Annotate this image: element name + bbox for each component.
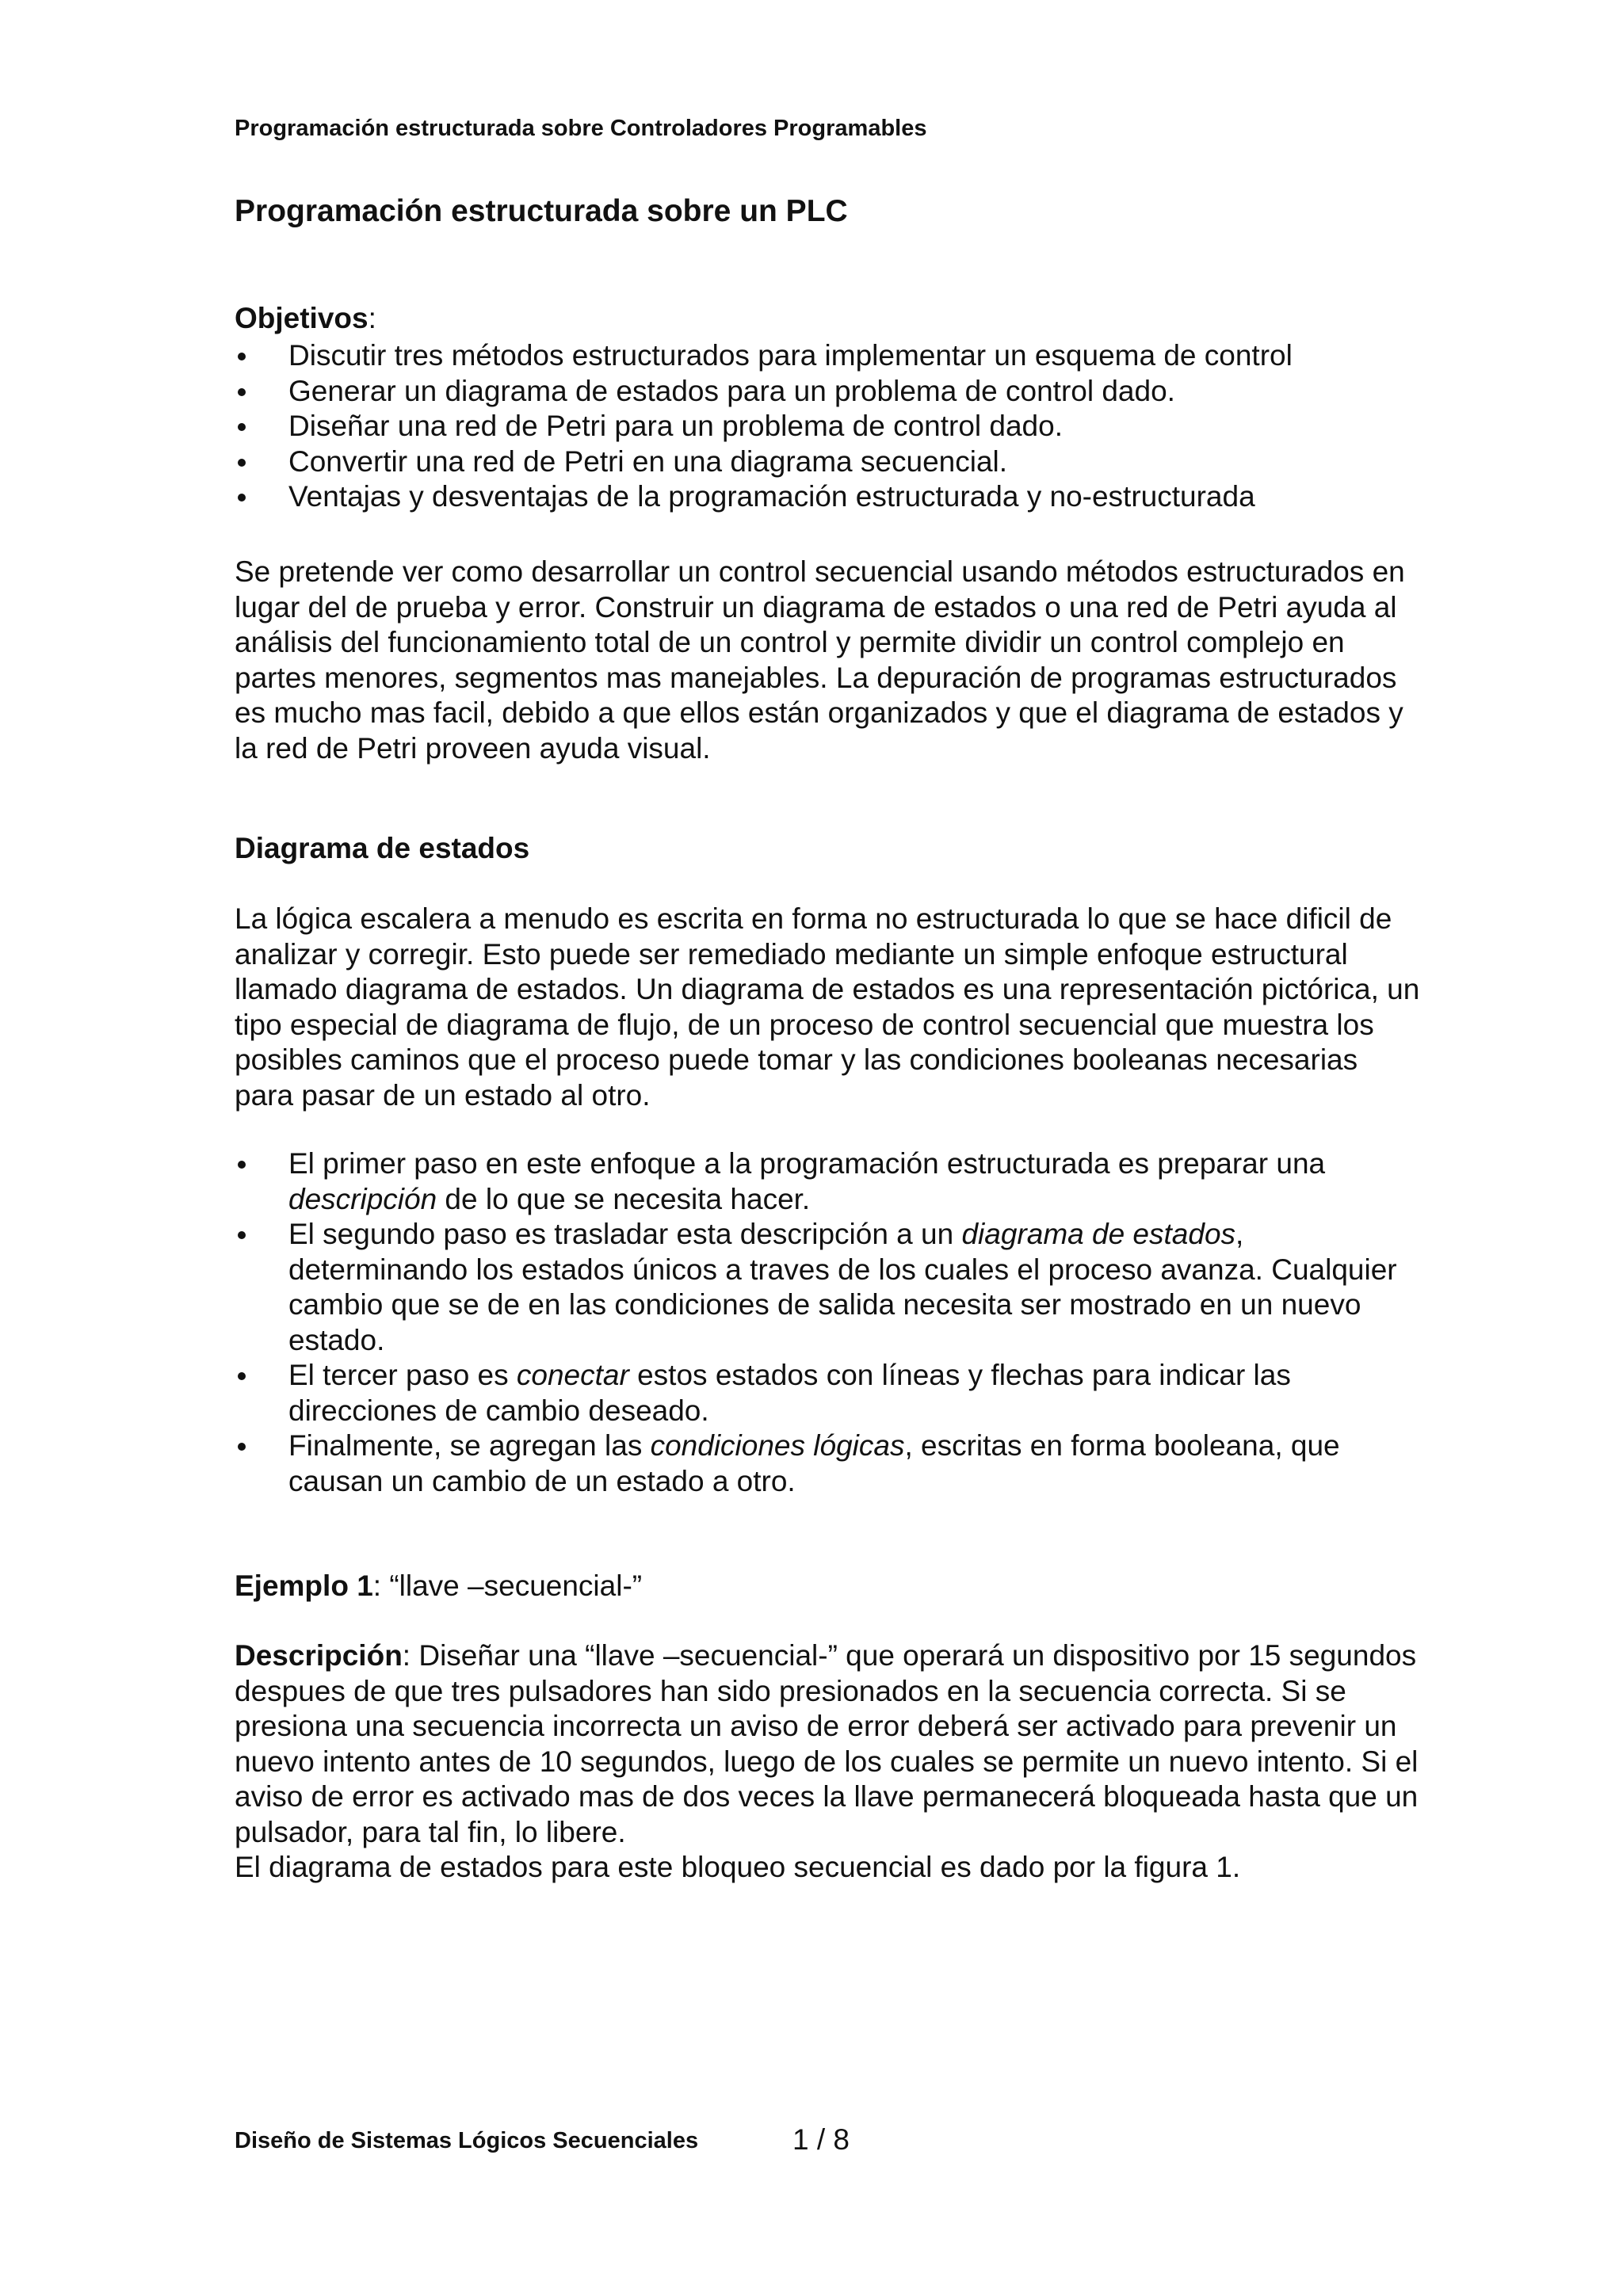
step-text-after: , escritas en forma booleana, que causan un cambio de un estado a otro. bbox=[288, 1429, 1340, 1497]
bullet-icon bbox=[238, 494, 246, 502]
steps-list bbox=[235, 1146, 1423, 1499]
example-label: Ejemplo 1 bbox=[235, 1569, 373, 1602]
bullet-icon bbox=[238, 423, 246, 431]
example-heading bbox=[235, 1569, 642, 1604]
intro-paragraph: Se pretende ver como desarrollar un control secuencial usando métodos estructurados en lugar del de prueba y error. Construir un diagrama de estados o una red de Petri ayuda al análisis del funcionamiento total de un control y permite dividir un control complejo en partes menores, segmentos mas manejables. La depuración de programas estructurados es mucho mas facil, debido a que ellos están organizados y que el diagrama de estados y la red de Petri proveen ayuda visual. bbox=[235, 555, 1405, 765]
list-item bbox=[235, 1428, 1423, 1499]
page-number: 1 / 8 bbox=[792, 2123, 850, 2156]
example-title: : “llave –secuencial-” bbox=[372, 1569, 643, 1602]
description-body: : Diseñar una “llave –secuencial-” que operará un dispositivo por 15 segundos despues de que tres pulsadores han sido presionados en la secuencia correcta. Si se presiona una secuencia incorrecta un aviso de error deberá ser activado para prevenir un nuevo intento antes de 10 segundos, luego de los cuales se permite un nuevo intento. Si el aviso de error es activado mas de dos veces la llave permanecerá bloqueada hasta que un pulsador, para tal fin, lo libere. bbox=[235, 1639, 1419, 1848]
page-title: Programación estructurada sobre un PLC bbox=[235, 194, 848, 228]
footer-course: Diseño de Sistemas Lógicos Secuenciales bbox=[235, 2128, 699, 2153]
state-diagram-heading: Diagrama de estados bbox=[235, 832, 530, 864]
objective-text: Discutir tres métodos estructurados para implementar un esquema de control bbox=[288, 339, 1293, 372]
objective-text: Convertir una red de Petri en una diagrama secuencial. bbox=[288, 444, 1008, 478]
step-emphasis: condiciones lógicas bbox=[650, 1429, 905, 1462]
running-header: Programación estructurada sobre Controladores Programables bbox=[235, 116, 927, 141]
step-emphasis: conectar bbox=[516, 1359, 629, 1391]
list-item bbox=[235, 409, 1423, 444]
objective-text: Ventajas y desventajas de la programación estructurada y no-estructurada bbox=[288, 480, 1255, 513]
objective-text: Generar un diagrama de estados para un problema de control dado. bbox=[288, 374, 1175, 407]
bullet-icon bbox=[238, 1231, 246, 1239]
objectives-heading bbox=[235, 301, 376, 337]
list-item bbox=[235, 338, 1423, 374]
list-item bbox=[235, 479, 1423, 515]
step-text-before: El primer paso en este enfoque a la programación estructurada es preparar una bbox=[288, 1147, 1326, 1180]
objectives-colon: : bbox=[368, 302, 376, 334]
list-item bbox=[235, 374, 1423, 410]
list-item bbox=[235, 1217, 1423, 1358]
figure-reference: El diagrama de estados para este bloqueo secuencial es dado por la figura 1. bbox=[235, 1851, 1241, 1883]
example-description bbox=[235, 1638, 1423, 1886]
state-diagram-paragraph: La lógica escalera a menudo es escrita en forma no estructurada lo que se hace dificil de analizar y corregir. Esto puede ser remediado mediante un simple enfoque estructural llamado diagrama de estados. Un diagrama de estados es una representación pictórica, un tipo especial de diagrama de flujo, de un proceso de control secuencial que muestra los posibles caminos que el proceso puede tomar y las condiciones booleanas necesarias para pasar de un estado al otro. bbox=[235, 902, 1420, 1112]
bullet-icon bbox=[238, 459, 246, 467]
objectives-label: Objetivos bbox=[235, 302, 369, 334]
description-label: Descripción bbox=[235, 1639, 403, 1672]
list-item bbox=[235, 1146, 1423, 1217]
step-text-after: de lo que se necesita hacer. bbox=[437, 1182, 811, 1215]
list-item bbox=[235, 1358, 1423, 1428]
step-emphasis: diagrama de estados bbox=[961, 1218, 1236, 1250]
step-text-before: El segundo paso es trasladar esta descripción a un bbox=[288, 1218, 962, 1250]
bullet-icon bbox=[238, 353, 246, 360]
step-text-after: estos estados con líneas y flechas para indicar las direcciones de cambio deseado. bbox=[288, 1359, 1291, 1427]
step-emphasis: descripción bbox=[288, 1182, 437, 1215]
description-text bbox=[235, 1638, 1423, 1850]
objectives-list bbox=[235, 338, 1423, 515]
bullet-icon bbox=[238, 1161, 246, 1169]
list-item bbox=[235, 444, 1423, 480]
step-text-before: Finalmente, se agregan las bbox=[288, 1429, 651, 1462]
bullet-icon bbox=[238, 1443, 246, 1451]
step-text-after: , determinando los estados únicos a traves de los cuales el proceso avanza. Cualquier cambio que se de en las condiciones de salida necesita ser mostrado en un nuevo estado. bbox=[288, 1218, 1397, 1356]
step-text-before: El tercer paso es bbox=[288, 1359, 517, 1391]
bullet-icon bbox=[238, 388, 246, 396]
objective-text: Diseñar una red de Petri para un problema de control dado. bbox=[288, 410, 1063, 442]
bullet-icon bbox=[238, 1372, 246, 1380]
